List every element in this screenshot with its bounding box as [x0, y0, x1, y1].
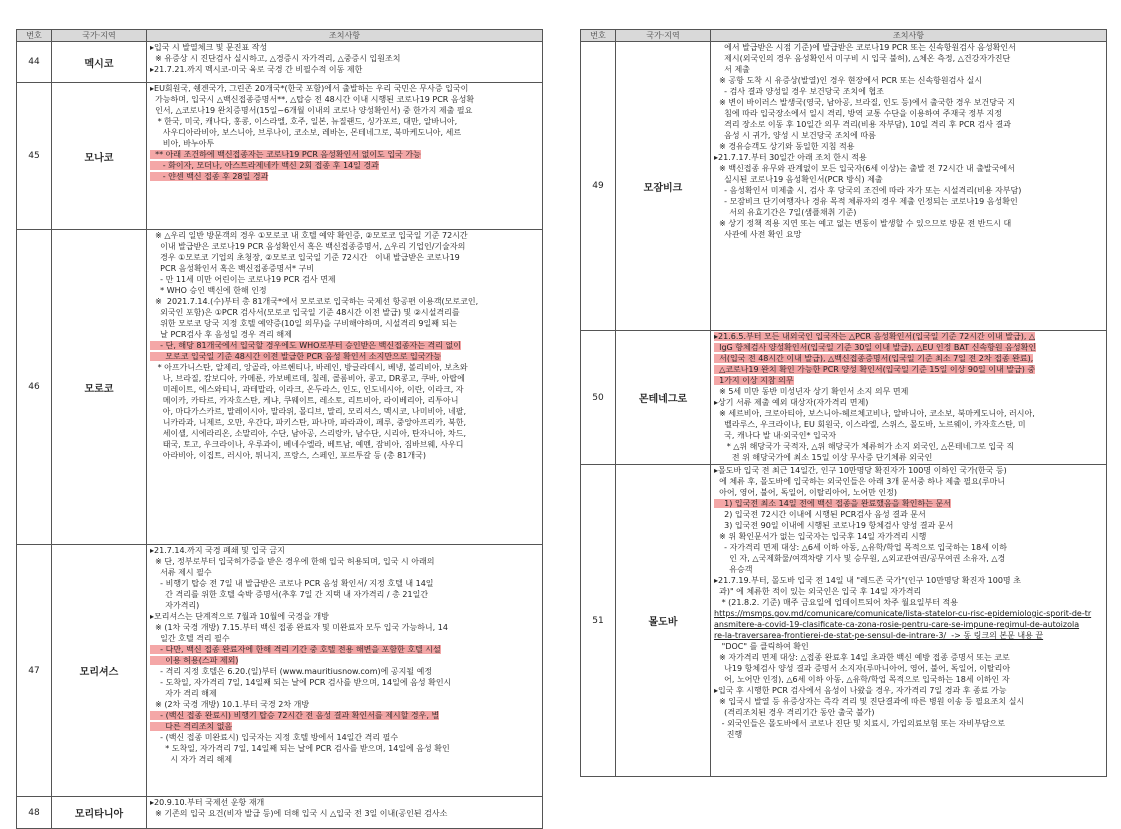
row-number: 47: [17, 545, 52, 797]
highlight-span: ▸21.6.5.부터 모든 내외국인 입국자는 △PCR 음성확인서(입국일 기준 72시간 이내 발급), △: [714, 332, 1036, 341]
table-row: [17, 230, 543, 545]
text-line: ※ (2차 국경 개방) 10.1.부터 국경 2차 개방: [150, 700, 310, 709]
header-measure: 조치사항: [147, 30, 543, 42]
row-number: 48: [17, 797, 52, 829]
highlight-span: - 화이자, 모더나, 아스트라제네카 백신 2회 접종 후 14일 경과: [150, 161, 379, 170]
table-row: [17, 797, 543, 829]
text-line: 아, 마다가스카르, 말레이시아, 말라위, 몰디브, 말리, 모리셔스, 멕시코, 나미비아, 네팔,: [150, 407, 467, 416]
row-number: 45: [17, 83, 52, 230]
text-line: - 검사 결과 양성일 경우 보건당국 조치에 협조: [714, 87, 884, 96]
text-line: - (백신 접종 미완료시) 입국자는 지정 호텔 방에서 14일간 격리 필수: [150, 733, 399, 742]
measure-content: [147, 42, 543, 83]
text-line: 서류 제시 필수: [150, 568, 212, 577]
text-line: 아어, 영어, 불어, 독일어, 이탈리아어, 노어만 인정): [714, 488, 898, 497]
text-line: ※ 변이 바이러스 발생국(영국, 남아공, 브라질, 인도 등)에서 출국한 경우 보건당국 지: [714, 98, 1015, 107]
country-name: 모잠비크: [616, 42, 711, 331]
highlight-span: IgG 항체검사 양성확인서(입국일 기준 30일 이내 발급), △EU 인정 BAT 신속항원 음성확인: [714, 343, 1037, 352]
text-line: 실시된 코로나19 음성확인서(PCR 방식) 제출: [714, 175, 883, 184]
text-line: 세이셸, 시에라리온, 소말리아, 수단, 남아공, 스리랑카, 남수단, 시리아, 탄자니아, 차드,: [150, 429, 467, 438]
text-line: - 만 11세 미만 어린이는 코로나19 PCR 검사 면제: [150, 275, 336, 284]
row-number: 49: [581, 42, 616, 331]
header-no: 번호: [17, 30, 52, 42]
highlighted-text-line: [714, 353, 1103, 364]
text-line: - 외국인들은 몰도바에서 코로나 진단 및 치료시, 가입의료보험 또는 자비부담으로: [714, 719, 1005, 728]
text-line: - 도착일, 자가격리 7일, 14일째 되는 날에 PCR 검사를 받으며, 14일에 음성 확인시: [150, 678, 452, 687]
text-line: 가능하며, 입국시 △백신접종증명서**, △탑승 전 48시간 이내 시행된 코로나19 PCR 음성확: [150, 95, 475, 104]
text-line: ※ 상기 정책 적용 지연 또는 예고 없는 변동이 발생할 수 있으므로 방문 전 반드시 대: [714, 219, 1012, 228]
text-line: 나19 항체검사 양성 결과 증명서 소지자(루마니아어, 영어, 불어, 독일어, 이탈리아: [714, 664, 1011, 673]
row-number: 46: [17, 230, 52, 545]
text-line: ※ △우리 일반 방문객의 경우 ①모로코 내 호텔 예약 확인증, ②모로코 입국일 기준 72시간: [150, 231, 468, 240]
country-name: 몬테네그로: [616, 331, 711, 465]
row-number: 44: [17, 42, 52, 83]
text-line: PCR 음성확인서 혹은 백신접종증명서* 구비: [150, 264, 314, 273]
text-line: ※ 위 확인문서가 없는 입국자는 입국후 14일 자가격리 시행: [714, 532, 927, 541]
text-line: - 자가격리 면제 대상: △6세 이하 아동, △유학/학업 목적으로 입국하는 18세 이하: [714, 543, 1007, 552]
text-line: ▸몰도바 입국 전 최근 14일간, 인구 10만명당 확진자가 100명 이하인 국가(한국 등): [714, 466, 1007, 475]
table-row: [17, 42, 543, 83]
measure-content: [711, 465, 1107, 777]
text-line: 경우 ①모로코 기업의 초청장, ②모로코 입국일 기준 72시간 이내 발급받은 코로나19: [150, 253, 460, 262]
measure-content: [711, 331, 1107, 465]
table-header-row: [581, 30, 1107, 42]
highlight-span: △코로나19 완치 확인 가능한 PCR 양성 확인서(입국일 기준 15일 이상 90일 이내 발급) 중: [714, 365, 1036, 374]
text-line: 외국인 포함)은 ①PCR 검사서(모로코 입국일 기준 48시간 이전 발급) 및 ②시설격리를: [150, 308, 460, 317]
text-line: * △위 해당국가 국적자, △위 해당국가 체류허가 소지 외국인, △몬테네그로 입국 직: [714, 442, 1015, 451]
source-link[interactable]: re-la-traversarea-frontierei-de-stat-pe-sensul-de-intrare-3/ -> 동 링크의 본문 내용 끝: [714, 631, 1044, 640]
text-line: ▸상기 서류 제출 예외 대상자(자가격리 면제): [714, 398, 869, 407]
highlighted-text-line: [714, 331, 1103, 342]
text-line: 서의 유효기간은 7일(샘플채취 기준): [714, 208, 857, 217]
header-country: 국가·지역: [52, 30, 147, 42]
table-row: [581, 331, 1107, 465]
text-line: ※ 5세 미만 동반 미성년자 상기 확인서 소지 의무 면제: [714, 387, 909, 396]
text-line: * 한국, 미국, 캐나다, 홍콩, 이스라엘, 호주, 일본, 뉴질랜드, 싱가포르, 대만, 알바니아,: [150, 117, 458, 126]
text-line: 2) 입국전 72시간 이내에 시행된 PCR검사 음성 결과 문서: [714, 510, 926, 519]
text-line: ※ 경유승객도 상기와 동일한 지침 적용: [714, 142, 855, 151]
text-line: 어, 노어만 인정), △6세 이하 아동, △유학/학업 목적으로 입국하는 18세 이하인 자: [714, 675, 1010, 684]
measures-table-left: [16, 29, 543, 829]
text-line: 시 자가 격리 해제: [150, 755, 233, 764]
text-line: ※ 백신접종 유무와 관계없이 모든 입국자(6세 이상)는 출발 전 72시간 내 출발국에서: [714, 164, 1015, 173]
highlighted-text-line: [714, 342, 1103, 353]
text-line: 국, 캐나다 발 내·외국인* 입국자: [714, 431, 837, 440]
row-number: 51: [581, 465, 616, 777]
highlight-span: - (백신 접종 완료시) 비행기 탑승 72시간 전 음성 결과 확인서를 제시할 경우, 별: [150, 711, 440, 720]
text-line: 과)" 에 체류한 적이 있는 외국인은 입국 후 14일 자가격리: [714, 587, 922, 596]
text-line: ※ 2021.7.14.(수)부터 총 81개국*에서 모로코로 입국하는 국제선 항공편 이용객(모로코인,: [150, 297, 479, 306]
highlighted-text-line: [150, 721, 539, 732]
country-name: 모리셔스: [52, 545, 147, 797]
text-line: 간 격리를 위한 호텔 숙박 증명서(추후 7일 간 지택 내 자가격리 / 총 21일간: [150, 590, 429, 599]
table-header-row: [17, 30, 543, 42]
text-line: 위한 모로코 당국 지정 호텔 예약증(10일 의무)을 구비해야하며, 시설격리 9일째 되는: [150, 319, 457, 328]
text-line: ▸21.7.17.부터 30일간 아래 조치 한시 적용: [714, 153, 867, 162]
right-table-column: [580, 29, 1107, 777]
highlight-span: ** 아래 조건하에 백신접종자는 코로나19 PCR 음성확인서 없이도 입국 가능: [150, 150, 421, 159]
text-line: 격리 장소로 이동 후 10일간 의무 격리(비용 자부담), 10일 격리 후 PCR 검사 결과: [714, 120, 1011, 129]
text-line: 이내 발급받은 코로나19 PCR 음성확인서 혹은 백신접종증명서, △우리 기업인/기술자의: [150, 242, 466, 251]
country-name: 몰도바: [616, 465, 711, 777]
row-number: 50: [581, 331, 616, 465]
text-line: * 도착일, 자가격리 7일, 14일째 되는 날에 PCR 검사를 받으며, 14일에 음성 확인: [150, 744, 450, 753]
text-line: ※ 자가격리 면제 대상: △접종 완료후 14일 초과한 백신 예방 접종 증명서 또는 코로: [714, 653, 1010, 662]
text-line: (격리조치된 경우 격리기간 동안 출국 불가): [714, 708, 875, 717]
source-link[interactable]: https://msmps.gov.md/comunicare/comunicate/lista-statelor-cu-risc-epidemiologic-sporit-de-tr: [714, 609, 1092, 618]
highlight-span: 1가지 이상 지참 의무: [714, 376, 794, 385]
text-line: 서 제출: [714, 65, 750, 74]
measure-content: [147, 545, 543, 797]
highlight-span: 서(입국 전 48시간 이내 발급), △백신접종증명서(입국일 기준 최소 7일 전 2차 접종 완료),: [714, 354, 1034, 363]
text-line: 사관에 사전 확인 요망: [714, 230, 802, 239]
text-line: 제시(외국인의 경우 음성확인서 미구비 시 입국 불허), △체온 측정, △건강자가진단: [714, 54, 1011, 63]
measures-table-right: [580, 29, 1107, 777]
text-line: ※ 공항 도착 시 유증상(발열)인 경우 현장에서 PCR 또는 신속항원검사 실시: [714, 76, 983, 85]
text-line: ▸21.7.21.까지 멕시코-미국 육로 국경 간 비필수적 이동 제한: [150, 65, 363, 74]
measure-content: [147, 797, 543, 829]
text-line: 태국, 토고, 우크라이나, 우루과이, 베네수엘라, 베트남, 예멘, 잠비아, 짐바브웨, 사우디: [150, 440, 464, 449]
highlighted-text-line: [150, 149, 539, 160]
highlighted-text-line: [150, 710, 539, 721]
country-name: 멕시코: [52, 42, 147, 83]
country-name: 모리타니아: [52, 797, 147, 829]
text-line: * 아프가니스탄, 알제리, 앙골라, 아르헨티나, 바레인, 방글라데시, 베냉, 볼리비아, 보츠와: [150, 363, 468, 372]
text-line: 에서 발급받은 시점 기준)에 발급받은 코로나19 PCR 또는 신속항원검사 음성확인서: [714, 43, 1016, 52]
highlight-span: - 다만, 백신 접종 완료자에 한해 격리 기간 중 호텔 전용 해변을 포함한 호텔 시설: [150, 645, 441, 654]
header-country: 국가·지역: [616, 30, 711, 42]
text-line: 음성 시 귀가, 양성 시 보건당국 조치에 따름: [714, 131, 876, 140]
text-line: 자가 격리 해제: [150, 689, 217, 698]
text-line: 사우디아라비아, 보스니아, 브루나이, 코소보, 레바논, 몬테네그로, 북마케도니아, 세르: [150, 128, 462, 137]
text-line: ※ 기존의 입국 요건(비자 발급 등)에 더해 입국 시 △입국 전 3일 이내(공인된 검사소: [150, 809, 448, 818]
text-line: - 음성확인서 미제출 시, 검사 후 당국의 조건에 따라 자가 또는 시설격리(비용 자부담): [714, 186, 1022, 195]
highlighted-text-line: [150, 655, 539, 666]
text-line: ※ 단, 정부로부터 입국허가증을 받은 경우에 한해 입국 허용되며, 입국 시 아래의: [150, 557, 435, 566]
table-row: [17, 545, 543, 797]
highlight-span: - 얀센 백신 접종 후 28일 경과: [150, 172, 269, 181]
text-line: "DOC" 를 클릭하여 확인: [714, 642, 809, 651]
text-line: ▸입국 후 시행한 PCR 검사에서 음성이 나왔을 경우, 자가격리 7일 경과 후 종료 가능: [714, 686, 1007, 695]
text-line: 진행: [714, 730, 743, 739]
highlight-span: 모로코 입국일 기준 48시간 이전 발급한 PCR 음성 확인서 소지만으로 입국가능: [150, 352, 441, 361]
text-line: 전 위 해당국가에 최소 15일 이상 무사증 단기체류 외국인: [714, 453, 933, 462]
text-line: 미레이트, 에스와티니, 과테말라, 이라크, 온두라스, 인도, 인도네시아, 이란, 이라크, 자: [150, 385, 464, 394]
table-row: [581, 465, 1107, 777]
text-line: * (21.8.2. 기준) 매주 금요일에 업데이트되어 차주 월요일부터 적용: [714, 598, 958, 607]
header-no: 번호: [581, 30, 616, 42]
text-line: ▸21.7.19.부터, 몰도바 입국 전 14일 내 "레드존 국가"(인구 10만명당 확진자 100명 초: [714, 576, 1021, 585]
table-row: [581, 42, 1107, 331]
highlighted-text-line: [150, 160, 539, 171]
text-line: ▸21.7.14.까지 국경 폐쇄 및 입국 금지: [150, 546, 285, 555]
text-line: - 비행기 탑승 전 7일 내 발급받은 코로나 PCR 음성 확인서/ 지정 호텔 내 14일: [150, 579, 434, 588]
text-line: 메이카, 카타르, 카자흐스탄, 케냐, 쿠웨이트, 레소토, 리트비아, 라이베리아, 리투아니: [150, 396, 459, 405]
text-line: 침에 따라 입국장소에서 일시 격리, 방역 교통 수단을 이용하여 주재국 정부 지정: [714, 109, 1002, 118]
text-line: 나, 브라질, 캄보디아, 카메룬, 카보베르데, 칠레, 콜롬비아, 콩고, DR콩고, 쿠바, 아랍에: [150, 374, 465, 383]
highlighted-text-line: [150, 644, 539, 655]
left-table-column: [16, 29, 543, 829]
highlighted-text-line: [150, 340, 539, 351]
text-line: 유승객: [714, 565, 753, 574]
measure-content: [147, 83, 543, 230]
text-line: * WHO 승인 백신에 한해 인정: [150, 286, 267, 295]
text-line: ※ 입국시 발열 등 유증상자는 즉각 격리 및 진단결과에 따른 병원 이송 등 필요조치 실시: [714, 697, 1025, 706]
highlight-span: 이용 허용(스파 제외): [150, 656, 239, 665]
text-line: ▸모리셔스는 단계적으로 7월과 10월에 국경을 개방: [150, 612, 329, 621]
text-line: 인 자, △국제화물/여객차량 기사 및 승무원, △외교관여권/공무여권 소유자, △경: [714, 554, 1006, 563]
highlighted-text-line: [714, 375, 1103, 386]
measure-content: [147, 230, 543, 545]
text-line: ※ 세르비아, 크로아티아, 보스니아-헤르체고비나, 알바니아, 코소보, 북마케도니아, 러시아,: [714, 409, 1035, 418]
table-row: [17, 83, 543, 230]
text-line: 벨라루스, 우크라이나, EU 회원국, 이스라엘, 스위스, 몰도바, 노르웨이, 카자흐스탄, 미: [714, 420, 1026, 429]
highlighted-text-line: [150, 171, 539, 182]
text-line: 일간 호텔 격리 필수: [150, 634, 230, 643]
highlight-span: 1) 입국전 최소 14일 전에 백신 접종을 완료했음을 확인하는 문서: [714, 499, 951, 508]
text-line: 비아, 바누아투: [150, 139, 215, 148]
highlighted-text-line: [714, 498, 1103, 509]
country-name: 모로코: [52, 230, 147, 545]
text-line: 아라비아, 이집트, 러시아, 튀니지, 프랑스, 스페인, 포르투갈 등 (총 81개국): [150, 451, 426, 460]
text-line: ▸EU회원국, 쉥겐국가, 그린존 20개국*(한국 포함)에서 출발하는 우리 국민은 무사증 입국이: [150, 84, 469, 93]
text-line: 니카라과, 니제르, 오만, 우간다, 파키스탄, 파나마, 파라과이, 페루, 중앙아프리카, 북한,: [150, 418, 467, 427]
highlighted-text-line: [714, 364, 1103, 375]
text-line: - 격리 지정 호텔은 6.20.(일)부터 (www.mauritiusnow.com)에 공지될 예정: [150, 667, 433, 676]
text-line: 날 PCR검사 후 음성일 경우 격리 해제: [150, 330, 292, 339]
text-line: ▸입국 시 발열체크 및 문진표 작성: [150, 43, 268, 52]
text-line: 3) 입국전 90일 이내에 시행된 코로나19 항체검사 양성 결과 문서: [714, 521, 954, 530]
measure-content: [711, 42, 1107, 331]
text-line: ※ 유증상 시 진단검사 실시하고, △경증시 자가격리, △중증시 입원조치: [150, 54, 401, 63]
header-measure: 조치사항: [711, 30, 1107, 42]
text-line: - 모잠비크 단기여행자나 경유 목적 체류자의 경우 제출 인정되는 코로나19 음성확인: [714, 197, 1018, 206]
country-name: 모나코: [52, 83, 147, 230]
text-line: 인서, △코로나19 완치증명서(15일~6개월 이내의 코로나 양성확인서) 중 한가지 제출 필요: [150, 106, 473, 115]
text-line: ※ (1차 국경 개방) 7.15.부터 백신 접종 완료자 및 미완료자 모두 입국 가능하니, 14: [150, 623, 448, 632]
text-line: 자가격리): [150, 601, 200, 610]
text-line: ▸20.9.10.부터 국제선 운항 재개: [150, 798, 265, 807]
highlighted-text-line: [150, 351, 539, 362]
highlight-span: 다른 격리조치 없음: [150, 722, 233, 731]
text-line: 에 체류 후, 몰도바에 입국하는 외국인들은 아래 3개 문서중 하나 제출 필요(루마니: [714, 477, 1006, 486]
source-link[interactable]: ansmitere-a-covid-19-clasificate-ca-zona-rosie-pentru-care-se-impune-regimul-de-autoizola: [714, 620, 1080, 629]
highlight-span: - 단, 해당 81개국에서 입국할 경우에도 WHO로부터 승인받은 백신접종자는 격리 없이: [150, 341, 461, 350]
